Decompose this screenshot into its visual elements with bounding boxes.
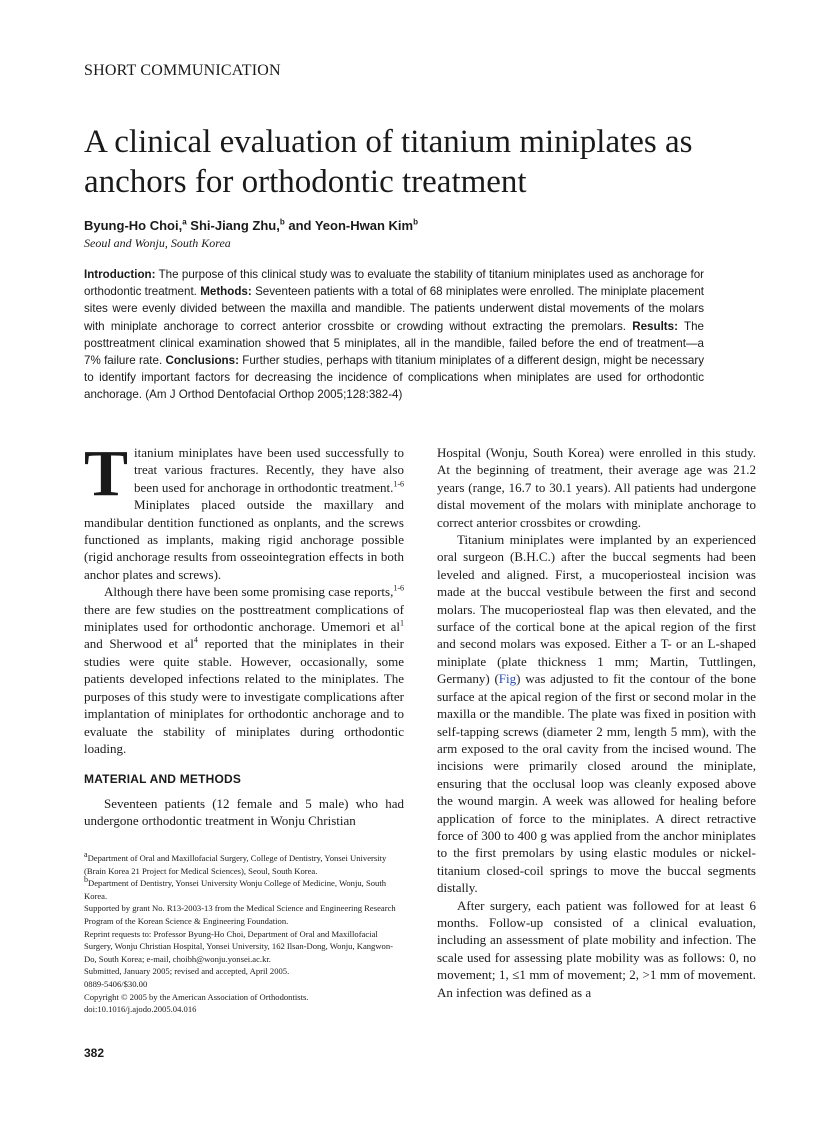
page-number: 382 [84,1046,105,1060]
paragraph-text: Titanium miniplates were implanted by an experienced oral surgeon (B.H.C.) after the buccal segments had been leveled and aligned. First, a mucoperiosteal incision was made at the buccal vestibule between the first and second molars. The mucoperiosteal flap was then elevated, and the surface of the cortical bone at the apical region of the first and second molars was exposed. Either a T- or an L-shaped miniplate (plate thickness 1 mm; Martin, Tuttlingen, Germany) ( [437,532,756,687]
reference-citation[interactable]: 1 [400,618,404,628]
section-label: SHORT COMMUNICATION [84,62,281,79]
author-location: Seoul and Wonju, South Korea [84,236,231,250]
author-name: Shi-Jiang Zhu, [186,218,280,233]
paragraph-text: reported that the miniplates in their studies were quite stable. However, occasionally, some patients developed infections related to the miniplates. The purposes of this study were to investigate complications after implantation of miniplates for orthodontic anchorage and to evaluate the stability of miniplates during orthodontic loading. [84,636,404,756]
abstract-results-label: Results: [632,319,678,333]
section-heading: MATERIAL AND METHODS [84,772,242,787]
footnote: Reprint requests to: Professor Byung-Ho Choi, Department of Oral and Maxillofacial Surgery, Wonju Christian Hospital, Yonsei University, 162 Ilsan-Dong, Wonju, Kangwon-Do, South Korea; e-mail, choibh@wonju.yonsei.ac.kr. [84,928,394,964]
footnote-text: Department of Oral and Maxillofacial Surgery, College of Dentistry, Yonsei University (Brain Korea 21 Project for Medical Sciences), Seoul, South Korea. [84,853,387,876]
body-column-left [84,437,404,830]
footnote: Submitted, January 2005; revised and accepted, April 2005. [84,966,290,977]
paragraph-text: Miniplates placed outside the maxillary and mandibular dentition functioned as onplants, and the screws functioned as implants, making rigid anchorage possible (rigid anchorage results from osseointegration effects in both anchor plates and screws). [84,497,404,582]
footnote: Copyright © 2005 by the American Association of Orthodontists. [84,991,309,1002]
author-list [84,218,418,233]
footnote [84,852,404,877]
body-paragraph: Hospital (Wonju, South Korea) were enrolled in this study. At the beginning of treatment, their average age was 21.2 years (range, 16.7 to 30.1 years). All patients had undergone distal movement of the molars with miniplate anchorage to correct anterior crossbites or crowding. [437,445,756,530]
reference-citation[interactable]: 1-6 [393,583,404,593]
body-paragraph: Seventeen patients (12 female and 5 male) who had undergone orthodontic treatment in Wonju Christian [84,795,404,829]
paragraph-text: itanium miniplates have been used successfully to treat various fractures. Recently, they have also been used for anchorage in orthodontic treatment. [134,445,404,495]
footnote-mark: a [84,850,88,860]
author-name: and Yeon-Hwan Kim [284,218,414,233]
abstract-methods-text: Seventeen patients with a total of 68 miniplates were enrolled. The miniplate placement sites were evenly divided between the maxilla and mandible. The patients underwent distal movements of the molars with miniplate anchorage to correct anterior crossbite or crowding without extracting the premolars. [84,285,705,333]
paragraph-text: and Sherwood et al [84,636,194,652]
article-title: A clinical evaluation of titanium miniplates as anchors for orthodontic treatment [84,124,693,200]
abstract-conclusions-label: Conclusions: [165,354,239,368]
abstract-intro-text: The purpose of this clinical study was to evaluate the stability of titanium miniplates used as anchorage for orthodontic treatment. [84,268,704,299]
abstract-methods-label: Methods: [200,285,252,299]
abstract-results-text: The posttreatment clinical examination showed that 5 miniplates, all in the mandible, failed before the end of treatment—a 7% failure rate. [84,319,704,368]
reference-citation[interactable]: 4 [193,636,198,646]
body-paragraph: After surgery, each patient was followed for at least 6 months. Follow-up consisted of a clinical evaluation, including an assessment of plate mobility and infection. The scale used for assessing plate mobility was as follows: 0, no movement; 1, ≤1 mm of movement; 2, >1 mm of movement. An infection was defined as a [437,897,756,1000]
author-name: Byung-Ho Choi, [84,218,183,233]
body-paragraph [437,531,756,897]
author-affiliation-mark: a [182,217,187,227]
footnotes [84,852,404,1016]
abstract [84,266,704,404]
body-paragraph [84,437,404,583]
paragraph-text: ) was adjusted to fit the contour of the bone surface at the apical region of the first or second molar in the maxilla or the mandible. The plate was fixed in position with self-tapping screws (diameter 2 mm, length 5 mm), with the arm exposed to the oral cavity from the incised wound. The incisions were primarily closed around the miniplate, ensuring that the occlusal loop was cleanly exposed above the wound margin. A week was allowed for healing before application of force to the miniplates. A direct retractive force of 300 to 400 g was applied from the anchor miniplates to the first premolars by using elastic modules or nickel-titanium closed-coil springs to move the buccal segments distally. [437,671,756,896]
abstract-conclusions-text: Further studies, perhaps with titanium miniplates of a different design, might be necessary to identify important factors for decreasing the incidence of complications when miniplates are used for orthodontic anchorage. (Am J Orthod Dentofacial Orthop 2005;128:382-4) [84,354,704,402]
drop-cap: T [84,437,129,510]
footnote-mark: b [84,875,88,885]
body-paragraph [84,583,404,757]
abstract-intro-label: Introduction: [84,268,156,281]
reference-citation[interactable]: 1-6 [393,479,404,489]
footnote [84,877,404,902]
footnote: doi:10.1016/j.ajodo.2005.04.016 [84,1004,197,1015]
footnote: Supported by grant No. R13-2003-13 from the Medical Science and Engineering Research Program of the Korean Science & Engineering Foundation. [84,903,396,926]
figure-link[interactable]: Fig [498,671,517,687]
footnote: 0889-5406/$30.00 [84,978,148,989]
author-affiliation-mark: b [279,217,285,227]
author-affiliation-mark: b [413,217,418,227]
paragraph-text: there are few studies on the posttreatment complications of miniplates used for orthodontic anchorage. Umemori et al [84,601,404,635]
paragraph-text: Although there have been some promising case reports, [104,584,394,600]
body-column-right [437,444,756,1001]
footnote-text: Department of Dentistry, Yonsei University Wonju College of Medicine, Wonju, South Korea. [84,878,387,901]
